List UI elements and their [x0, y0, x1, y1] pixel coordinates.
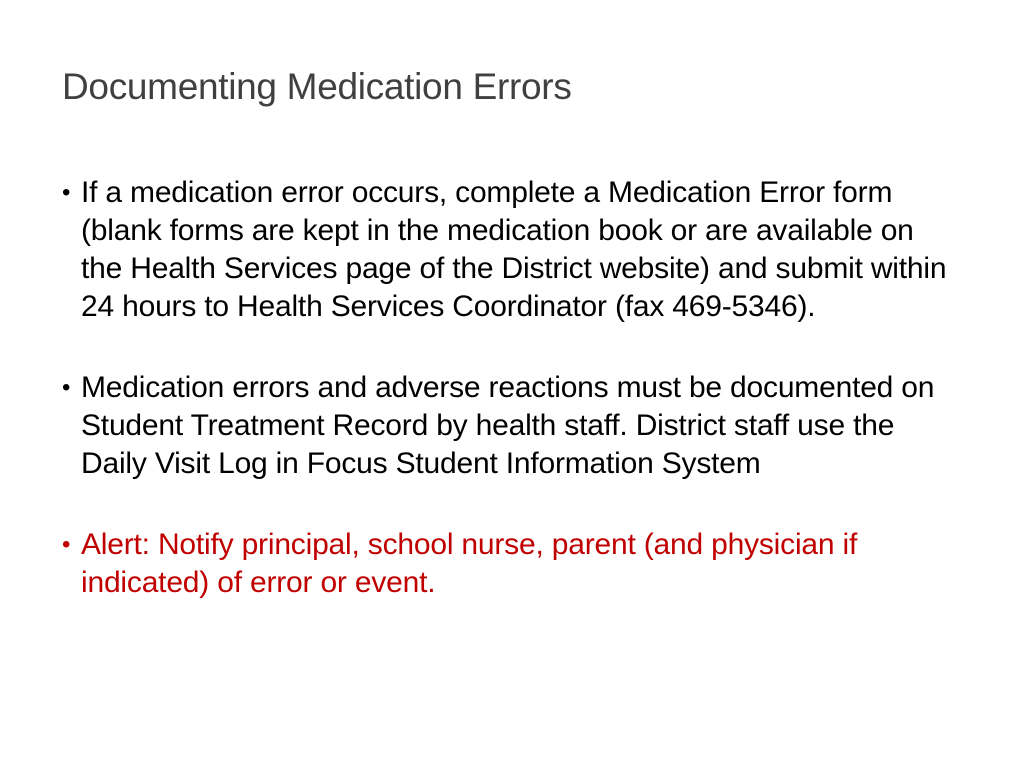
bullet-text: Alert: Notify principal, school nurse, parent (and physician if indicated) of error or event.	[81, 528, 858, 599]
bullet-list	[62, 174, 952, 645]
bullet-text: Medication errors and adverse reactions must be documented on Student Treatment Record by health staff. District staff use the Daily Visit Log in Focus Student Information System	[81, 371, 935, 480]
bullet-item-alert	[62, 526, 952, 602]
bullet-icon: •	[62, 179, 71, 206]
bullet-item-documentation	[62, 369, 952, 483]
bullet-item-form-submission	[62, 174, 952, 326]
bullet-icon: •	[62, 531, 71, 558]
bullet-text: If a medication error occurs, complete a Medication Error form (blank forms are kept in the medication book or are available on the Health Services page of the District website) and submit within 24 hours to Health Services Coordinator (fax 469-5346).	[81, 176, 947, 323]
slide-title: Documenting Medication Errors	[62, 66, 572, 107]
bullet-icon: •	[62, 374, 71, 401]
